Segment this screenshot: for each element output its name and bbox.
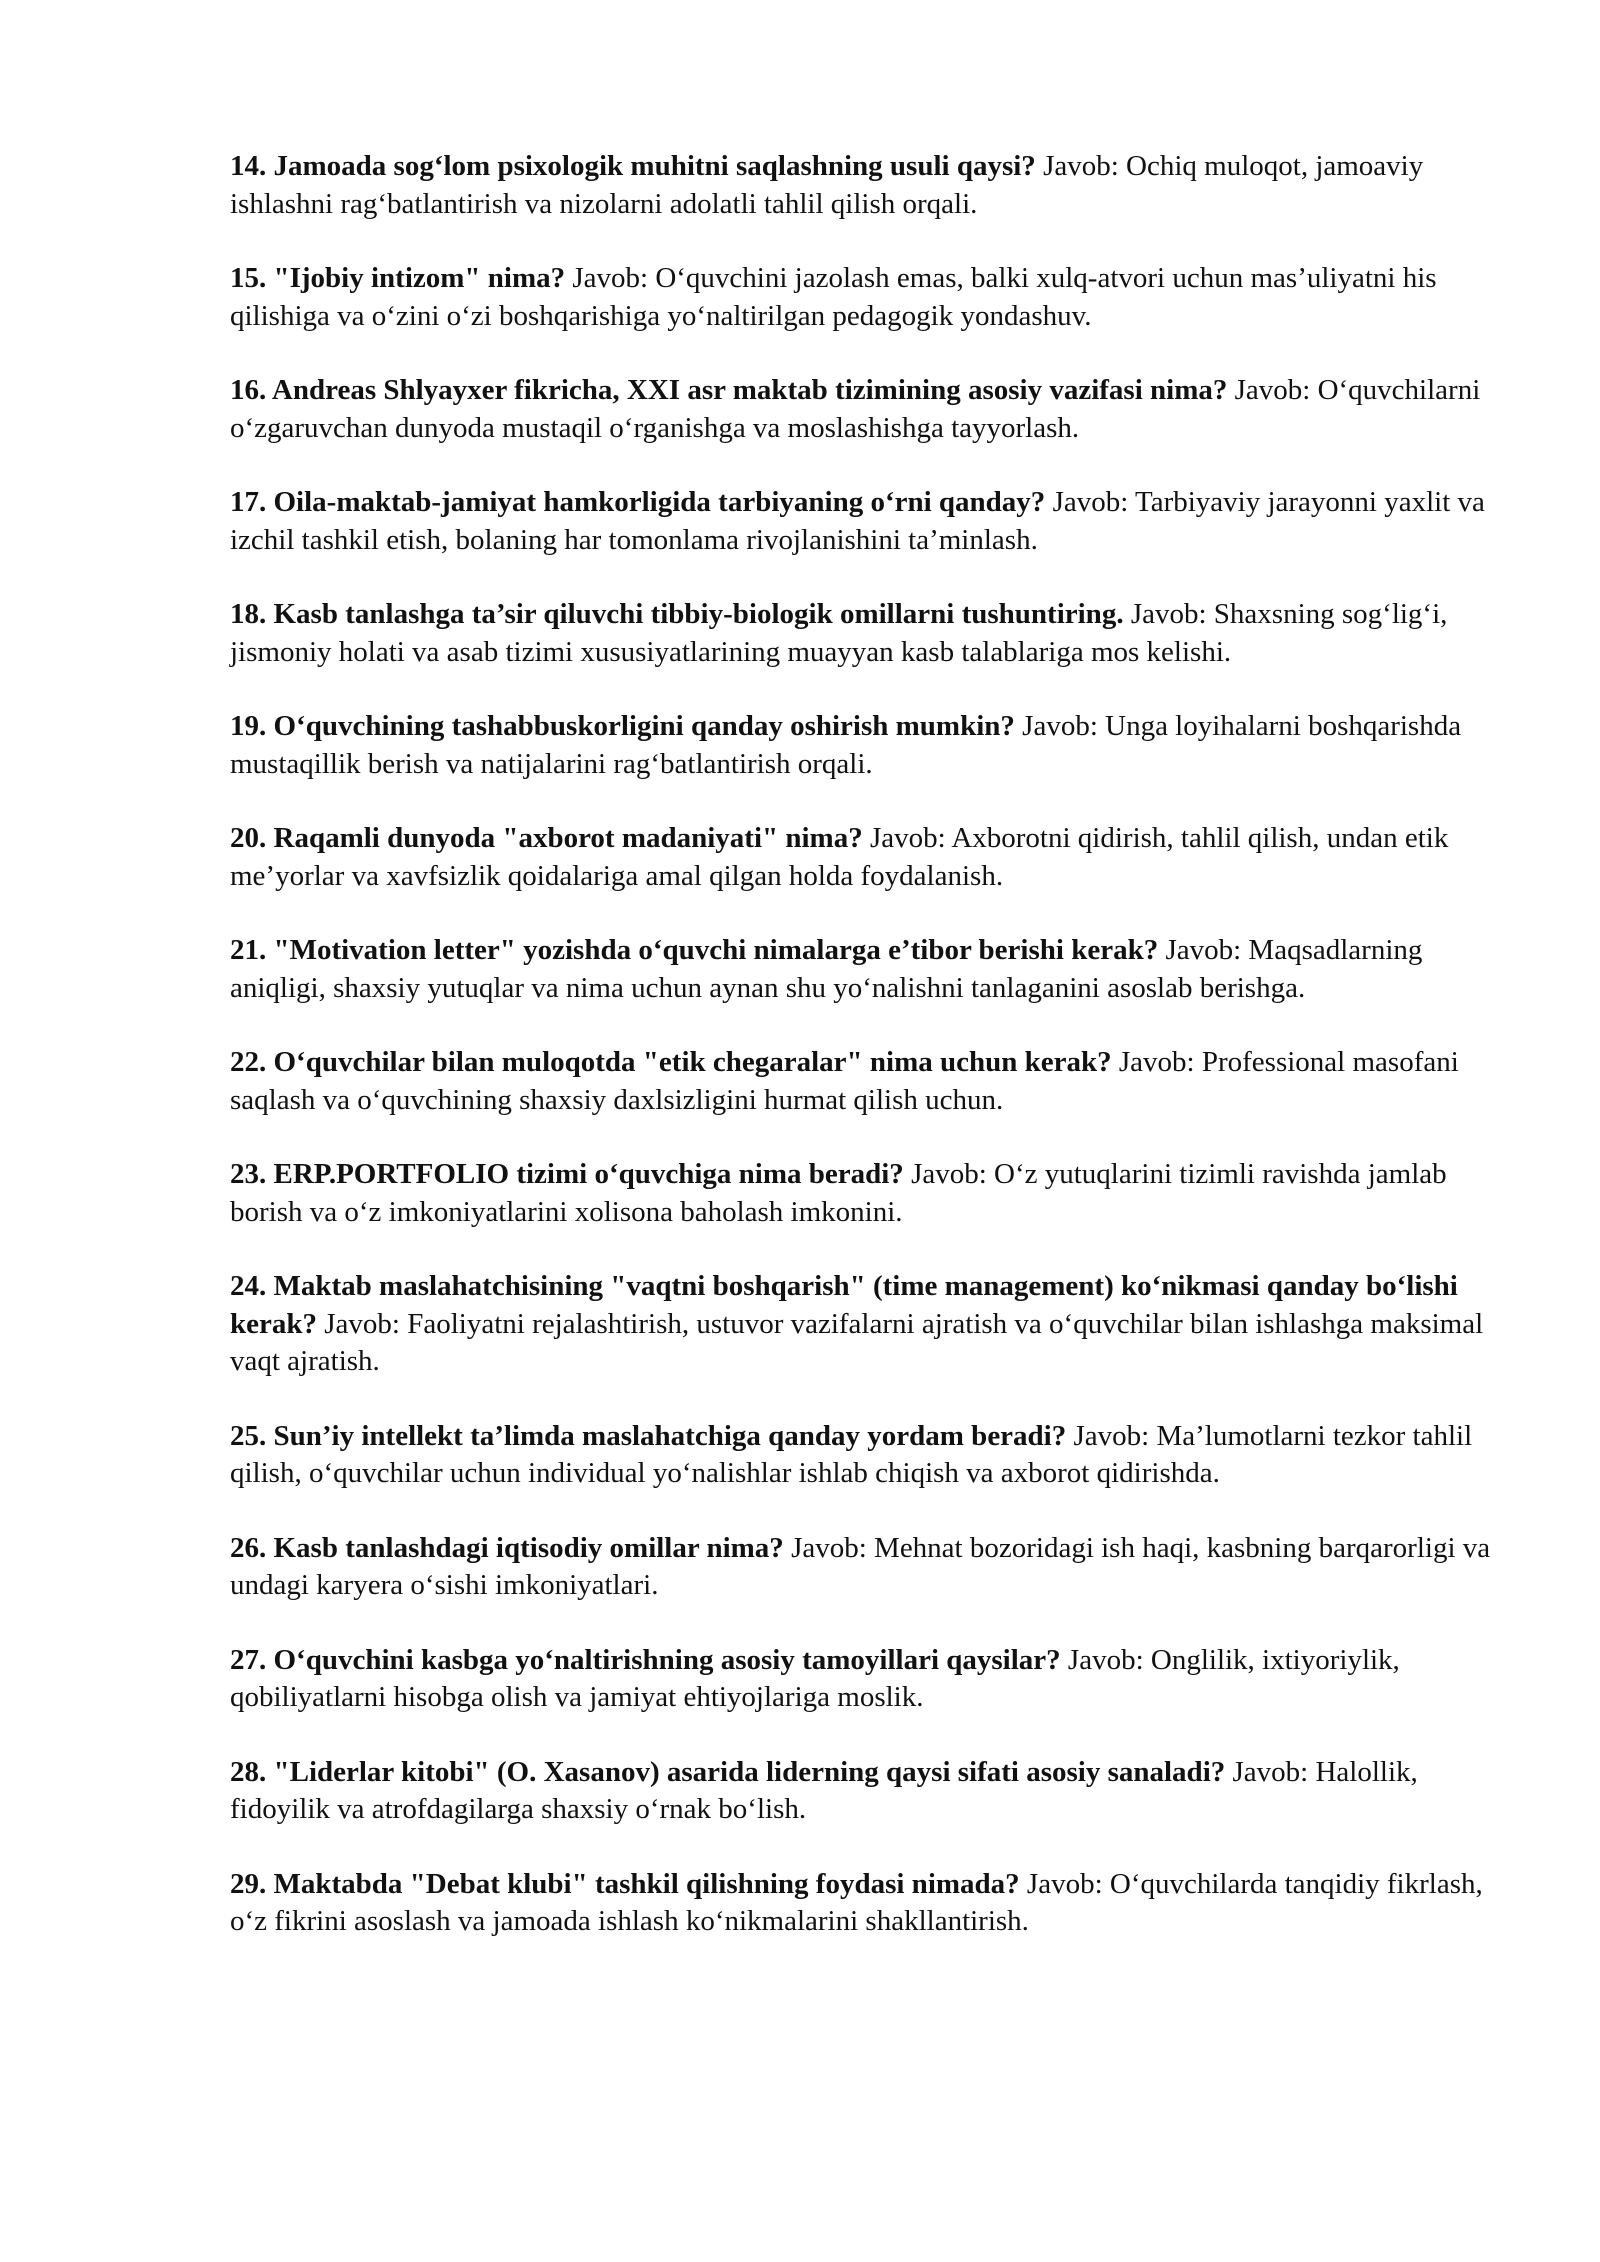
question-text: 27. O‘quvchini kasbga yo‘naltirishning asosiy tamoyillari qaysilar?: [230, 1643, 1061, 1676]
question-text: 21. "Motivation letter" yozishda o‘quvchi nimalarga e’tibor berishi kerak?: [230, 934, 1159, 966]
question-text: 28. "Liderlar kitobi" (O. Xasanov) asarida liderning qaysi sifati asosiy sanaladi?: [230, 1755, 1226, 1788]
answer-text: Javob: O‘quvchini jazolash emas, balki xulq-atvori uchun mas’uliyatni his qilishiga va o‘zini o‘zi boshqarishiga yo‘naltirilgan pedagogik yondashuv.: [230, 262, 1437, 332]
answer-text: Javob: O‘quvchilarda tanqidiy fikrlash, o‘z fikrini asoslash va jamoada ishlash ko‘nikmalarini shakllantirish.: [230, 1867, 1483, 1937]
question-text: 16. Andreas Shlyayxer fikricha, XXI asr maktab tizimining asosiy vazifasi nima?: [230, 374, 1228, 406]
qa-item-20: [230, 820, 1500, 895]
answer-text: Javob: O‘z yutuqlarini tizimli ravishda jamlab borish va o‘z imkoniyatlarini xolisona baholash imkonini.: [230, 1158, 1447, 1228]
question-text: 14. Jamoada sog‘lom psixologik muhitni saqlashning usuli qaysi?: [230, 150, 1036, 182]
question-text: 18. Kasb tanlashga ta’sir qiluvchi tibbiy-biologik omillarni tushuntiring.: [230, 598, 1124, 630]
answer-text: Javob: Professional masofani saqlash va o‘quvchining shaxsiy daxlsizligini hurmat qilish uchun.: [230, 1046, 1459, 1116]
qa-item-17: [230, 484, 1500, 559]
qa-item-28: [230, 1754, 1500, 1829]
qa-item-29: [230, 1866, 1500, 1941]
answer-text: Javob: Halollik, fidoyilik va atrofdagilarga shaxsiy o‘rnak bo‘lish.: [230, 1755, 1418, 1825]
qa-item-21: [230, 932, 1500, 1007]
answer-text: Javob: Faoliyatni rejalashtirish, ustuvor vazifalarni ajratish va o‘quvchilar bilan ishlashga maksimal vaqt ajratish.: [230, 1307, 1484, 1377]
answer-text: Javob: O‘quvchilarni o‘zgaruvchan dunyoda mustaqil o‘rganishga va moslashishga tayyorlash.: [230, 374, 1481, 444]
qa-item-15: [230, 260, 1500, 335]
question-text: 26. Kasb tanlashdagi iqtisodiy omillar nima?: [230, 1531, 784, 1564]
answer-text: Javob: Ochiq muloqot, jamoaviy ishlashni rag‘batlantirish va nizolarni adolatli tahlil qilish orqali.: [230, 150, 1424, 220]
answer-text: Javob: Axborotni qidirish, tahlil qilish, undan etik me’yorlar va xavfsizlik qoidalariga amal qilgan holda foydalanish.: [230, 822, 1449, 892]
qa-item-18: [230, 596, 1500, 671]
question-text: 23. ERP.PORTFOLIO tizimi o‘quvchiga nima beradi?: [230, 1158, 904, 1190]
qa-item-26: [230, 1530, 1500, 1605]
question-text: 29. Maktabda "Debat klubi" tashkil qilishning foydasi nimada?: [230, 1867, 1020, 1900]
answer-text: Javob: Shaxsning sog‘lig‘i, jismoniy holati va asab tizimi xususiyatlarining muayyan kasb talablariga mos kelishi.: [230, 598, 1448, 668]
question-text: 20. Raqamli dunyoda "axborot madaniyati" nima?: [230, 822, 863, 854]
question-text: 25. Sun’iy intellekt ta’limda maslahatchiga qanday yordam beradi?: [230, 1419, 1067, 1452]
question-text: 22. O‘quvchilar bilan muloqotda "etik chegaralar" nima uchun kerak?: [230, 1046, 1112, 1078]
answer-text: Javob: Ma’lumotlarni tezkor tahlil qilish, o‘quvchilar uchun individual yo‘nalishlar ishlab chiqish va axborot qidirishda.: [230, 1419, 1473, 1489]
qa-item-16: [230, 372, 1500, 447]
qa-item-14: [230, 148, 1500, 223]
question-text: 17. Oila-maktab-jamiyat hamkorligida tarbiyaning o‘rni qanday?: [230, 486, 1046, 518]
question-text: 24. Maktab maslahatchisining "vaqtni boshqarish" (time management) ko‘nikmasi qanday bo‘lishi kerak?: [230, 1270, 1458, 1340]
qa-item-25: [230, 1418, 1500, 1493]
qa-item-19: [230, 708, 1500, 783]
answer-text: Javob: Unga loyihalarni boshqarishda mustaqillik berish va natijalarini rag‘batlantirish orqali.: [230, 710, 1462, 780]
qa-item-27: [230, 1642, 1500, 1717]
question-text: 15. "Ijobiy intizom" nima?: [230, 262, 566, 294]
qa-item-23: [230, 1156, 1500, 1231]
qa-item-22: [230, 1044, 1500, 1119]
question-text: 19. O‘quvchining tashabbuskorligini qanday oshirish mumkin?: [230, 710, 1015, 742]
document-page: [230, 148, 1500, 1978]
answer-text: Javob: Onglilik, ixtiyoriylik, qobiliyatlarni hisobga olish va jamiyat ehtiyojlariga moslik.: [230, 1643, 1400, 1713]
answer-text: Javob: Tarbiyaviy jarayonni yaxlit va izchil tashkil etish, bolaning har tomonlama rivojlanishini ta’minlash.: [230, 486, 1485, 556]
answer-text: Javob: Mehnat bozoridagi ish haqi, kasbning barqarorligi va undagi karyera o‘sishi imkoniyatlari.: [230, 1531, 1491, 1601]
qa-item-24: [230, 1268, 1500, 1381]
answer-text: Javob: Maqsadlarning aniqligi, shaxsiy yutuqlar va nima uchun aynan shu yo‘nalishni tanlaganini asoslab berishga.: [230, 934, 1423, 1004]
